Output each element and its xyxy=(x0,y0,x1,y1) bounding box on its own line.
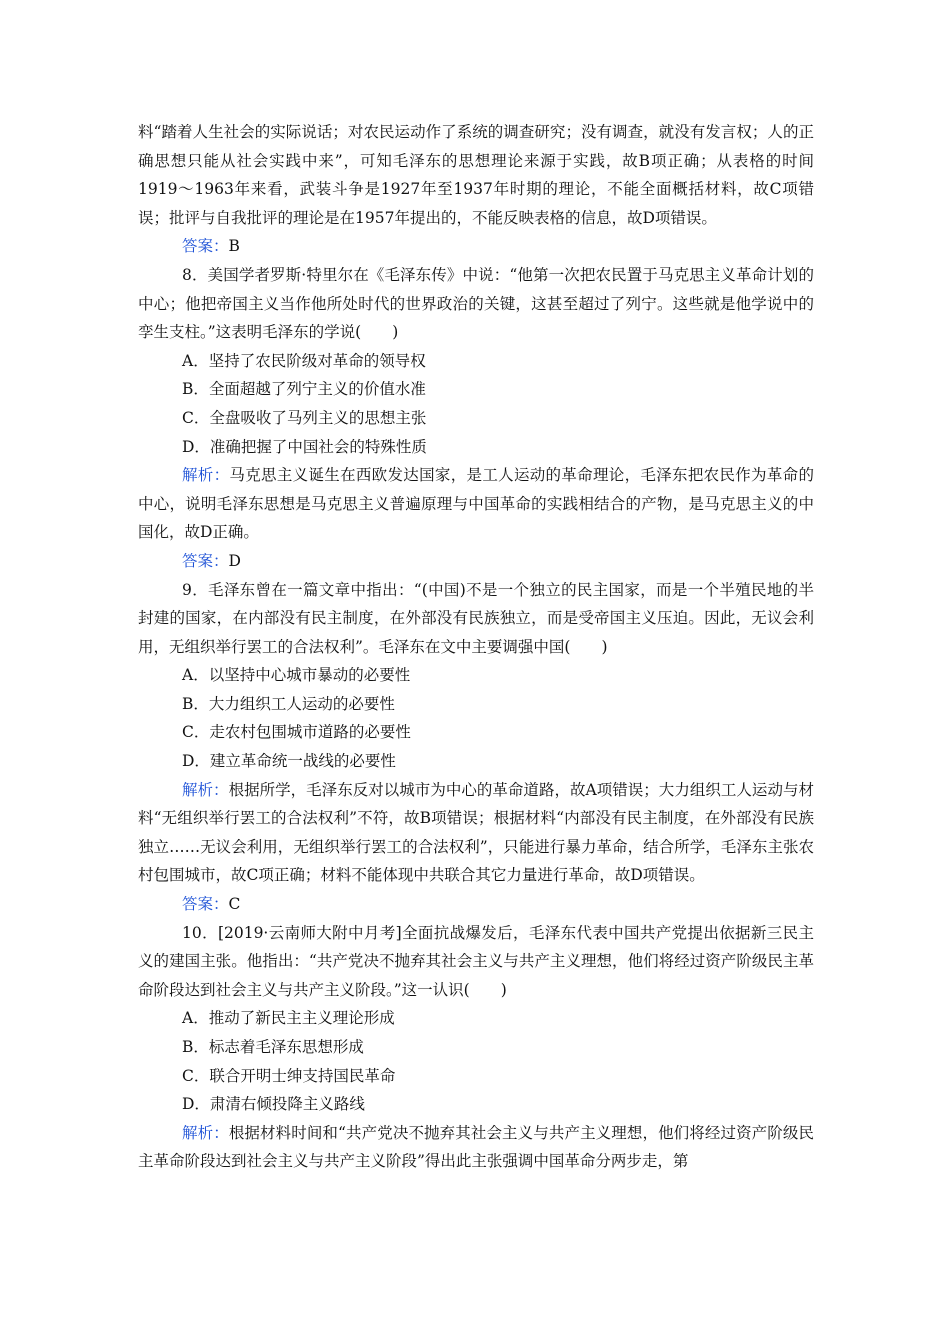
page-content xyxy=(138,118,814,1176)
answer-value: B xyxy=(228,237,240,256)
q7-answer xyxy=(138,232,814,261)
analysis-text: 马克思主义诞生在西欧发达国家，是工人运动的革命理论，毛泽东把农民作为革命的中心，说明毛泽东思想是马克思主义普遍原理与中国革命的实践相结合的产物，是马克思主义的中国化，故D正确。 xyxy=(138,466,814,542)
q9-option-d: D．建立革命统一战线的必要性 xyxy=(182,752,396,771)
q9-analysis xyxy=(138,776,814,890)
q10-stem: 10．[2019·云南师大附中月考]全面抗战爆发后，毛泽东代表中国共产党提出依据新三民主义的建国主张。他指出：“共产党决不抛弃其社会主义与共产主义理想，他们将经过资产阶级民主革命阶段达到社会主义与共产主义阶段。”这一认识( ) xyxy=(138,923,814,999)
q10-analysis xyxy=(138,1119,814,1176)
analysis-text: 根据材料时间和“共产党决不抛弃其社会主义与共产主义理想，他们将经过资产阶级民主革命阶段达到社会主义与共产主义阶段”得出此主张强调中国革命分两步走，第 xyxy=(138,1123,814,1171)
answer-label: 答案： xyxy=(182,551,229,570)
q10-option-a: A．推动了新民主主义理论形成 xyxy=(182,1009,395,1028)
analysis-label: 解析： xyxy=(182,466,230,485)
analysis-label: 解析： xyxy=(182,780,229,799)
q7-analysis-continued: 料“踏着人生社会的实际说话；对农民运动作了系统的调查研究；没有调查，就没有发言权；人的正确思想只能从社会实践中来”，可知毛泽东的思想理论来源于实践，故B项正确；从表格的时间1919～1963年来看，武装斗争是1927年至1937年时期的理论，不能全面概括材料，故C项错误；批评与自我批评的理论是在1957年提出的，不能反映表格的信息，故D项错误。 xyxy=(138,123,814,227)
q10-option-b: B．标志着毛泽东思想形成 xyxy=(182,1038,364,1056)
q10-option-c: C．联合开明士绅支持国民革命 xyxy=(182,1066,396,1085)
answer-label: 答案： xyxy=(182,237,229,256)
q9-option-c: C．走农村包围城市道路的必要性 xyxy=(182,723,411,742)
answer-value: C xyxy=(228,895,241,914)
q10-option-d: D．肃清右倾投降主义路线 xyxy=(182,1095,365,1114)
q9-option-b: B．大力组织工人运动的必要性 xyxy=(182,694,395,713)
q9-answer xyxy=(138,890,814,919)
q8-option-a: A．坚持了农民阶级对革命的领导权 xyxy=(182,351,426,370)
q8-analysis xyxy=(138,461,814,547)
answer-value: D xyxy=(228,551,241,570)
q9-stem: 9．毛泽东曾在一篇文章中指出：“(中国)不是一个独立的民主国家，而是一个半殖民地的半封建的国家，在内部没有民主制度，在外部没有民族独立，而是受帝国主义压迫。因此，无议会利用，无组织举行罢工的合法权利”。毛泽东在文中主要调强中国( ) xyxy=(138,580,814,656)
analysis-text: 根据所学，毛泽东反对以城市为中心的革命道路，故A项错误；大力组织工人运动与材料“无组织举行罢工的合法权利”不符，故B项错误；根据材料“内部没有民主制度，在外部没有民族独立……无议会利用，无组织举行罢工的合法权利”，只能进行暴力革命，结合所学，毛泽东主张农村包围城市，故C项正确；材料不能体现中共联合其它力量进行革命，故D项错误。 xyxy=(138,780,814,885)
analysis-label: 解析： xyxy=(182,1123,229,1142)
q9-option-a: A．以坚持中心城市暴动的必要性 xyxy=(182,666,411,685)
q8-answer xyxy=(138,547,814,576)
q8-stem: 8．美国学者罗斯·特里尔在《毛泽东传》中说：“他第一次把农民置于马克思主义革命计划的中心；他把帝国主义当作他所处时代的世界政治的关键，这甚至超过了列宁。这些就是他学说中的孪生支柱。”这表明毛泽东的学说( ) xyxy=(138,265,814,342)
answer-label: 答案： xyxy=(182,895,229,914)
q8-option-d: D．准确把握了中国社会的特殊性质 xyxy=(182,437,427,456)
q8-option-c: C．全盘吸收了马列主义的思想主张 xyxy=(182,408,427,427)
q8-option-b: B．全面超越了列宁主义的价值水准 xyxy=(182,380,426,399)
